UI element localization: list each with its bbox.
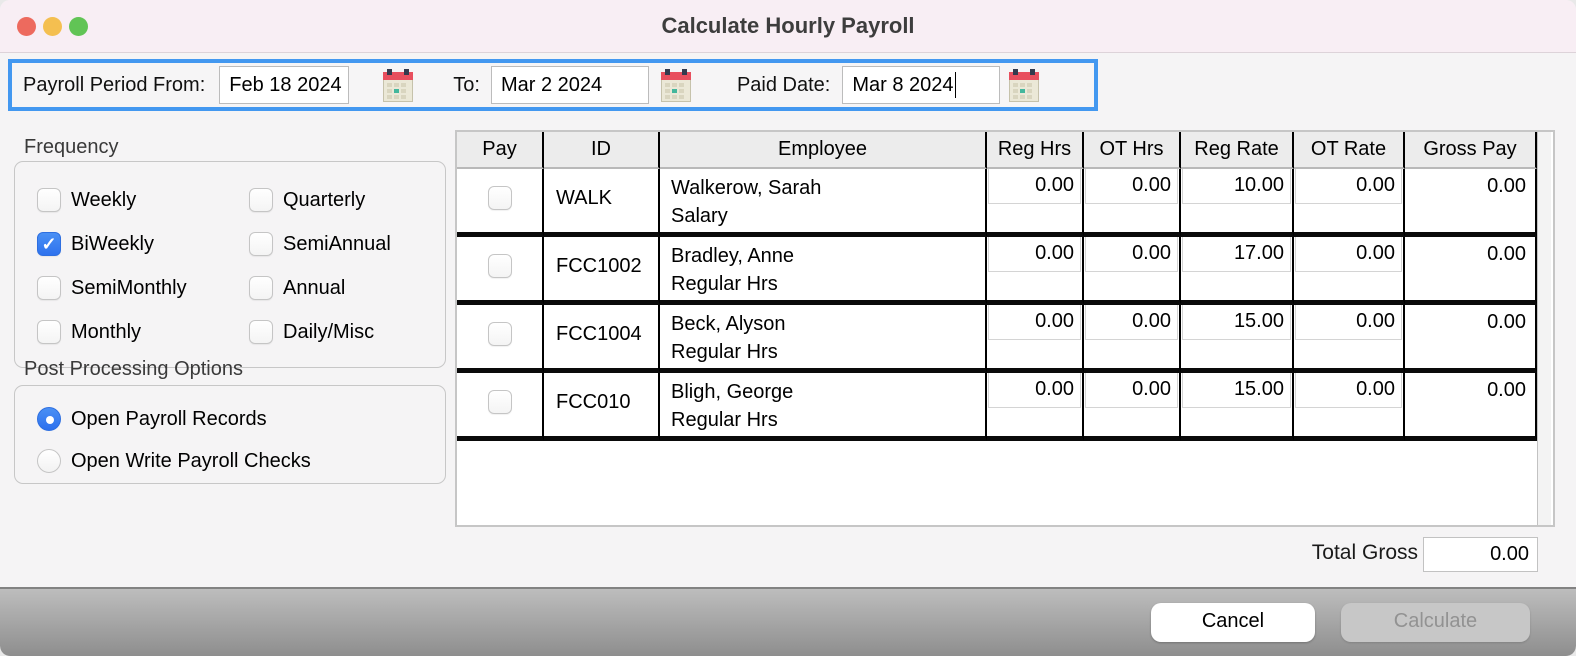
pay-checkbox[interactable] [488,390,512,414]
checkbox-weekly[interactable]: Weekly [37,188,249,212]
column-header-pay: Pay [457,132,544,169]
column-header-reg-hrs: Reg Hrs [987,132,1084,169]
window-title: Calculate Hourly Payroll [661,13,915,38]
employee-name: Bradley, Anne [671,245,795,267]
gross-pay-value: 0.00 [1405,305,1537,373]
checkbox-semimonthly[interactable]: SemiMonthly [37,276,249,300]
table-empty-area [457,441,1537,525]
pay-type: Regular Hrs [671,341,778,363]
title-bar [0,0,1576,53]
employee-id: FCC1004 [544,305,660,373]
ot-hrs-input[interactable]: 0.00 [1085,237,1178,272]
ot-rate-input[interactable]: 0.00 [1295,237,1402,272]
employee-name: Walkerow, Sarah [671,177,822,199]
employee-name: Bligh, George [671,381,794,403]
column-header-ot-rate: OT Rate [1294,132,1405,169]
checkbox-semiannual[interactable]: SemiAnnual [249,232,439,256]
ot-rate-input[interactable]: 0.00 [1295,305,1402,340]
checkbox-icon[interactable] [249,320,273,344]
paid-date-input[interactable]: Mar 8 2024 [842,66,1000,104]
pay-type: Regular Hrs [671,273,778,295]
text-caret [955,72,957,98]
reg-rate-input[interactable]: 15.00 [1182,305,1291,340]
checkbox-daily-misc[interactable]: Daily/Misc [249,320,439,344]
bottom-action-bar [0,587,1576,656]
checkbox-icon[interactable] [37,320,61,344]
paid-date-label: Paid Date: [736,73,831,96]
ot-hrs-input[interactable]: 0.00 [1085,169,1178,204]
calendar-icon[interactable] [1009,69,1039,102]
radio-icon[interactable] [37,407,61,431]
payroll-period-group [8,59,1098,111]
ot-hrs-input[interactable]: 0.00 [1085,305,1178,340]
checkbox-biweekly[interactable]: ✓ BiWeekly [37,232,249,256]
gross-pay-value: 0.00 [1405,373,1537,441]
column-header-reg-rate: Reg Rate [1181,132,1294,169]
reg-rate-input[interactable]: 17.00 [1182,237,1291,272]
table-row-cell [457,373,544,441]
gross-pay-value: 0.00 [1405,169,1537,237]
frequency-group [14,161,446,368]
employee-cell [660,373,987,441]
reg-hrs-input[interactable]: 0.00 [988,169,1081,204]
radio-open-write-payroll-checks[interactable]: Open Write Payroll Checks [37,449,311,473]
table-row-cell [457,169,544,237]
reg-hrs-input[interactable]: 0.00 [988,237,1081,272]
total-gross-label: Total Gross [1311,541,1418,564]
employee-id: WALK [544,169,660,237]
checkbox-monthly[interactable]: Monthly [37,320,249,344]
column-header-id: ID [544,132,660,169]
ot-hrs-input[interactable]: 0.00 [1085,373,1178,408]
employee-id: FCC1002 [544,237,660,305]
checkbox-icon[interactable] [249,232,273,256]
table-scrollbar[interactable] [1537,132,1551,525]
pay-type: Salary [671,205,728,227]
period-to-label: To: [453,73,480,96]
frequency-group-label: Frequency [24,136,119,158]
employee-cell [660,237,987,305]
column-header-employee: Employee [660,132,987,169]
pay-checkbox[interactable] [488,186,512,210]
checkbox-icon[interactable] [249,188,273,212]
reg-rate-input[interactable]: 10.00 [1182,169,1291,204]
reg-rate-input[interactable]: 15.00 [1182,373,1291,408]
employee-cell [660,305,987,373]
period-from-label: Payroll Period From: [23,73,206,96]
checkbox-icon[interactable] [37,232,61,256]
reg-hrs-input[interactable]: 0.00 [988,373,1081,408]
calendar-icon[interactable] [383,69,413,102]
post-processing-group-label: Post Processing Options [24,358,243,380]
employee-name: Beck, Alyson [671,313,786,335]
table-row-cell [457,305,544,373]
period-to-input[interactable]: Mar 2 2024 [491,66,649,104]
reg-hrs-input[interactable]: 0.00 [988,305,1081,340]
checkbox-annual[interactable]: Annual [249,276,439,300]
pay-checkbox[interactable] [488,254,512,278]
cancel-button[interactable]: Cancel [1151,603,1315,642]
ot-rate-input[interactable]: 0.00 [1295,373,1402,408]
checkbox-icon[interactable] [37,276,61,300]
checkbox-icon[interactable] [249,276,273,300]
employee-id: FCC010 [544,373,660,441]
pay-checkbox[interactable] [488,322,512,346]
checkbox-quarterly[interactable]: Quarterly [249,188,439,212]
period-from-input[interactable]: Feb 18 2024 [219,66,349,104]
calculate-button[interactable]: Calculate [1341,603,1530,642]
ot-rate-input[interactable]: 0.00 [1295,169,1402,204]
post-processing-group [14,385,446,484]
calendar-icon[interactable] [661,69,691,102]
employee-cell [660,169,987,237]
total-gross-value: 0.00 [1423,537,1538,572]
gross-pay-value: 0.00 [1405,237,1537,305]
radio-icon[interactable] [37,449,61,473]
radio-open-payroll-records[interactable]: Open Payroll Records [37,407,311,431]
column-header-ot-hrs: OT Hrs [1084,132,1181,169]
checkbox-icon[interactable] [37,188,61,212]
pay-type: Regular Hrs [671,409,778,431]
column-header-gross-pay: Gross Pay [1405,132,1537,169]
table-row-cell [457,237,544,305]
payroll-table [455,130,1555,527]
